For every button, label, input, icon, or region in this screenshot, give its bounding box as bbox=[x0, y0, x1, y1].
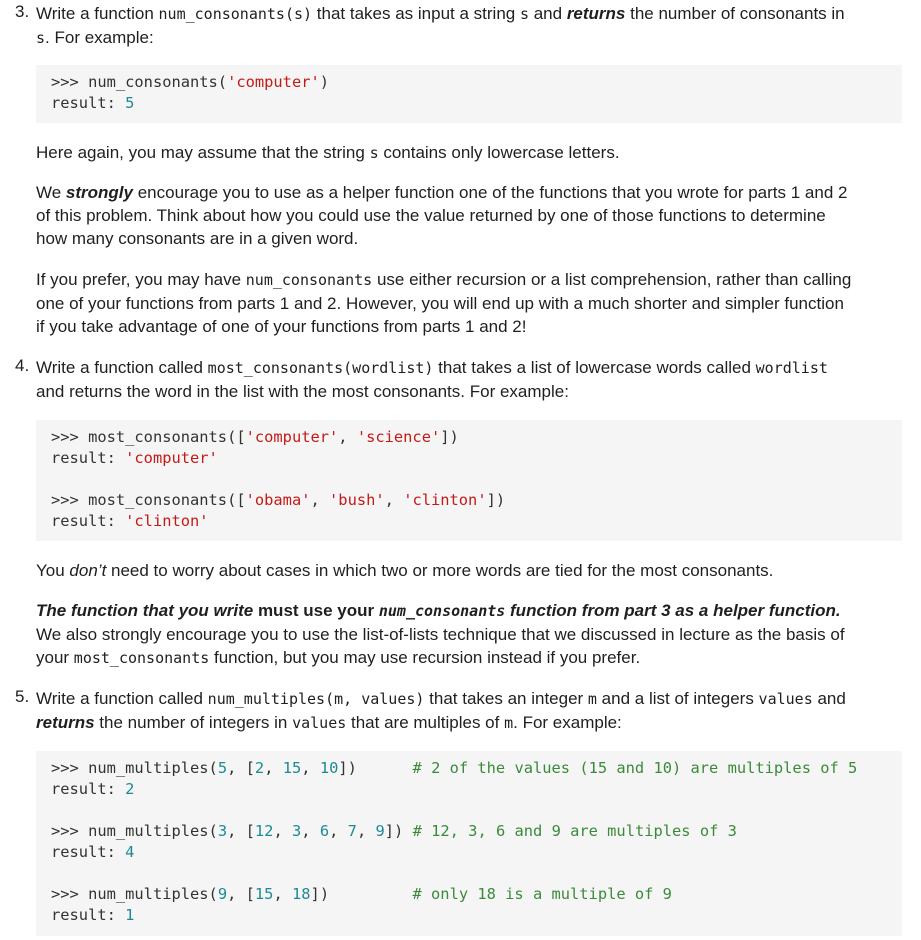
problem-3-intro: Write a function num_consonants(s) that takes as input a string s and returns the number of consonants in s. For example: bbox=[36, 4, 845, 47]
code-example-p5 bbox=[36, 751, 902, 936]
code-result: result: 4 bbox=[51, 843, 135, 861]
problem-3-para-3: If you prefer, you may have num_consonants use either recursion or a list comprehension, rather than calling one of your functions from parts 1 and 2. However, you will end up with a much shorter and simpler function if you take advantage of one of your functions from parts 1 and 2! bbox=[36, 270, 852, 336]
code-comment: # 12, 3, 6 and 9 are multiples of 3 bbox=[412, 822, 737, 840]
code-line: >>> num_multiples(9, [15, 18]) # only 18 is a multiple of 9 bbox=[51, 885, 672, 903]
code-comment: # 2 of the values (15 and 10) are multiples of 5 bbox=[412, 759, 858, 777]
code-result: result: 1 bbox=[51, 906, 135, 924]
problem-5-number: 5. bbox=[15, 687, 30, 706]
function-signature: num_consonants(s) bbox=[158, 5, 313, 23]
code-result: result: 2 bbox=[51, 780, 135, 798]
code-line: >>> most_consonants(['obama', 'bush', 'clinton']) bbox=[51, 491, 506, 509]
code-comment: # only 18 is a multiple of 9 bbox=[412, 885, 672, 903]
problem-4-intro: Write a function called most_consonants(wordlist) that takes a list of lowercase words called wordlist and returns the word in the list with the most consonants. For example: bbox=[36, 358, 828, 401]
code-result: result: 'computer' bbox=[51, 449, 218, 467]
problem-3-para-2: We strongly encourage you to use as a helper function one of the functions that you wrote for parts 1 and 2 of this problem. Think about how you could use the value returned by one of those functions to determine how many consonants are in a given word. bbox=[36, 183, 848, 248]
problem-4-para-1: You don’t need to worry about cases in which two or more words are tied for the most consonants. bbox=[36, 561, 774, 580]
code-line: >>> most_consonants(['computer', 'science']) bbox=[51, 428, 459, 446]
code-line: >>> num_multiples(5, [2, 15, 10]) # 2 of the values (15 and 10) are multiples of 5 bbox=[51, 759, 858, 777]
problem-5-intro: Write a function called num_multiples(m, values) that takes an integer m and a list of integers values and returns the number of integers in values that are multiples of m. For example: bbox=[36, 689, 846, 732]
problem-3-para-1: Here again, you may assume that the string s contains only lowercase letters. bbox=[36, 143, 620, 162]
code-result: result: 5 bbox=[51, 94, 135, 112]
code-result: result: 'clinton' bbox=[51, 512, 209, 530]
code-example-p4 bbox=[36, 420, 902, 541]
function-signature: num_multiples(m, values) bbox=[207, 690, 425, 708]
code-line: >>> num_multiples(3, [12, 3, 6, 7, 9]) # 12, 3, 6 and 9 are multiples of 3 bbox=[51, 822, 737, 840]
problem-4-para-2: The function that you write must use your num_consonants function from part 3 as a helper function. We also strongly encourage you to use the list-of-lists technique that we discussed in lecture as the basis of your most_consonants function, but you may use recursion instead if you prefer. bbox=[36, 601, 845, 667]
function-signature: most_consonants(wordlist) bbox=[207, 359, 434, 377]
code-line: >>> num_consonants('computer') bbox=[51, 73, 330, 91]
problem-3-number: 3. bbox=[15, 2, 30, 21]
code-example-p3 bbox=[36, 65, 902, 123]
problem-4-number: 4. bbox=[15, 356, 30, 375]
